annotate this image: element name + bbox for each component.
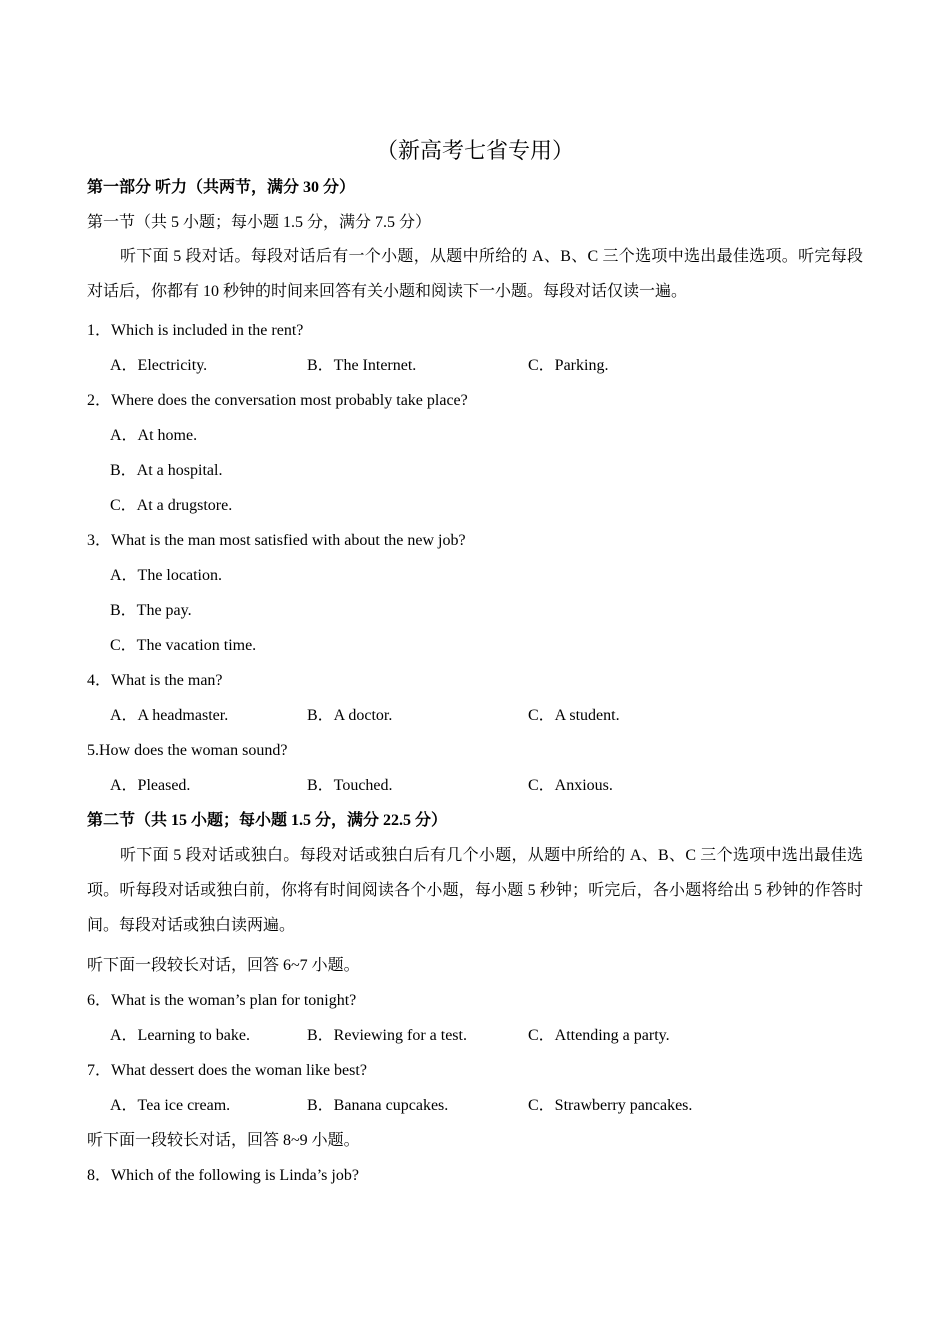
page-title: （新高考七省专用） (375, 138, 574, 163)
question-2-option-b: B．At a hospital. (110, 462, 223, 479)
question-7-option-a: A．Tea ice cream. (110, 1097, 231, 1114)
section1-heading: 第一节（共 5 小题；每小题 1.5 分，满分 7.5 分） (87, 214, 432, 231)
question-2-option-c: C．At a drugstore. (110, 497, 233, 514)
question-8-stem: 8．Which of the following is Linda’s job? (87, 1167, 359, 1184)
section2-heading: 第二节（共 15 小题；每小题 1.5 分，满分 22.5 分） (87, 812, 448, 829)
question-5-option-a: A．Pleased. (110, 777, 191, 794)
question-1-option-b: B．The Internet. (307, 357, 417, 374)
question-3-option-b: B．The pay. (110, 602, 192, 619)
question-6-option-a: A．Learning to bake. (110, 1027, 250, 1044)
question-3-option-a: A．The location. (110, 567, 222, 584)
question-5-option-c: C．Anxious. (528, 777, 613, 794)
dialogue2-intro: 听下面一段较长对话，回答 8~9 小题。 (87, 1132, 360, 1149)
question-7-stem: 7．What dessert does the woman like best? (87, 1062, 367, 1079)
question-1-stem: 1．Which is included in the rent? (87, 322, 304, 339)
question-7-option-b: B．Banana cupcakes. (307, 1097, 449, 1114)
question-6-option-c: C．Attending a party. (528, 1027, 670, 1044)
part1-heading: 第一部分 听力（共两节，满分 30 分） (87, 179, 356, 196)
question-1-option-c: C．Parking. (528, 357, 609, 374)
question-2-stem: 2．Where does the conversation most probably take place? (87, 392, 468, 409)
question-4-option-a: A．A headmaster. (110, 707, 229, 724)
question-4-option-c: C．A student. (528, 707, 620, 724)
question-3-stem: 3．What is the man most satisfied with about the new job? (87, 532, 466, 549)
section1-instructions: 听下面 5 段对话。每段对话后有一个小题，从题中所给的 A、B、C 三个选项中选出最佳选项。听完每段对话后，你都有 10 秒钟的时间来回答有关小题和阅读下一小题。每段对话仅读一遍。 (87, 248, 863, 300)
question-4-stem: 4．What is the man? (87, 672, 223, 689)
question-1-option-a: A．Electricity. (110, 357, 208, 374)
question-5-stem: 5.How does the woman sound? (87, 742, 288, 759)
question-3-option-c: C．The vacation time. (110, 637, 257, 654)
question-6-option-b: B．Reviewing for a test. (307, 1027, 467, 1044)
question-7-option-c: C．Strawberry pancakes. (528, 1097, 693, 1114)
question-2-option-a: A．At home. (110, 427, 198, 444)
section2-instructions: 听下面 5 段对话或独白。每段对话或独白后有几个小题，从题中所给的 A、B、C 三个选项中选出最佳选项。听每段对话或独白前，你将有时间阅读各个小题，每小题 5 秒钟；听完后，各小题将给出 5 秒钟的作答时间。每段对话或独白读两遍。 (87, 847, 863, 934)
question-5-option-b: B．Touched. (307, 777, 393, 794)
question-6-stem: 6．What is the woman’s plan for tonight? (87, 992, 357, 1009)
question-4-option-b: B．A doctor. (307, 707, 393, 724)
dialogue1-intro: 听下面一段较长对话，回答 6~7 小题。 (87, 957, 360, 974)
